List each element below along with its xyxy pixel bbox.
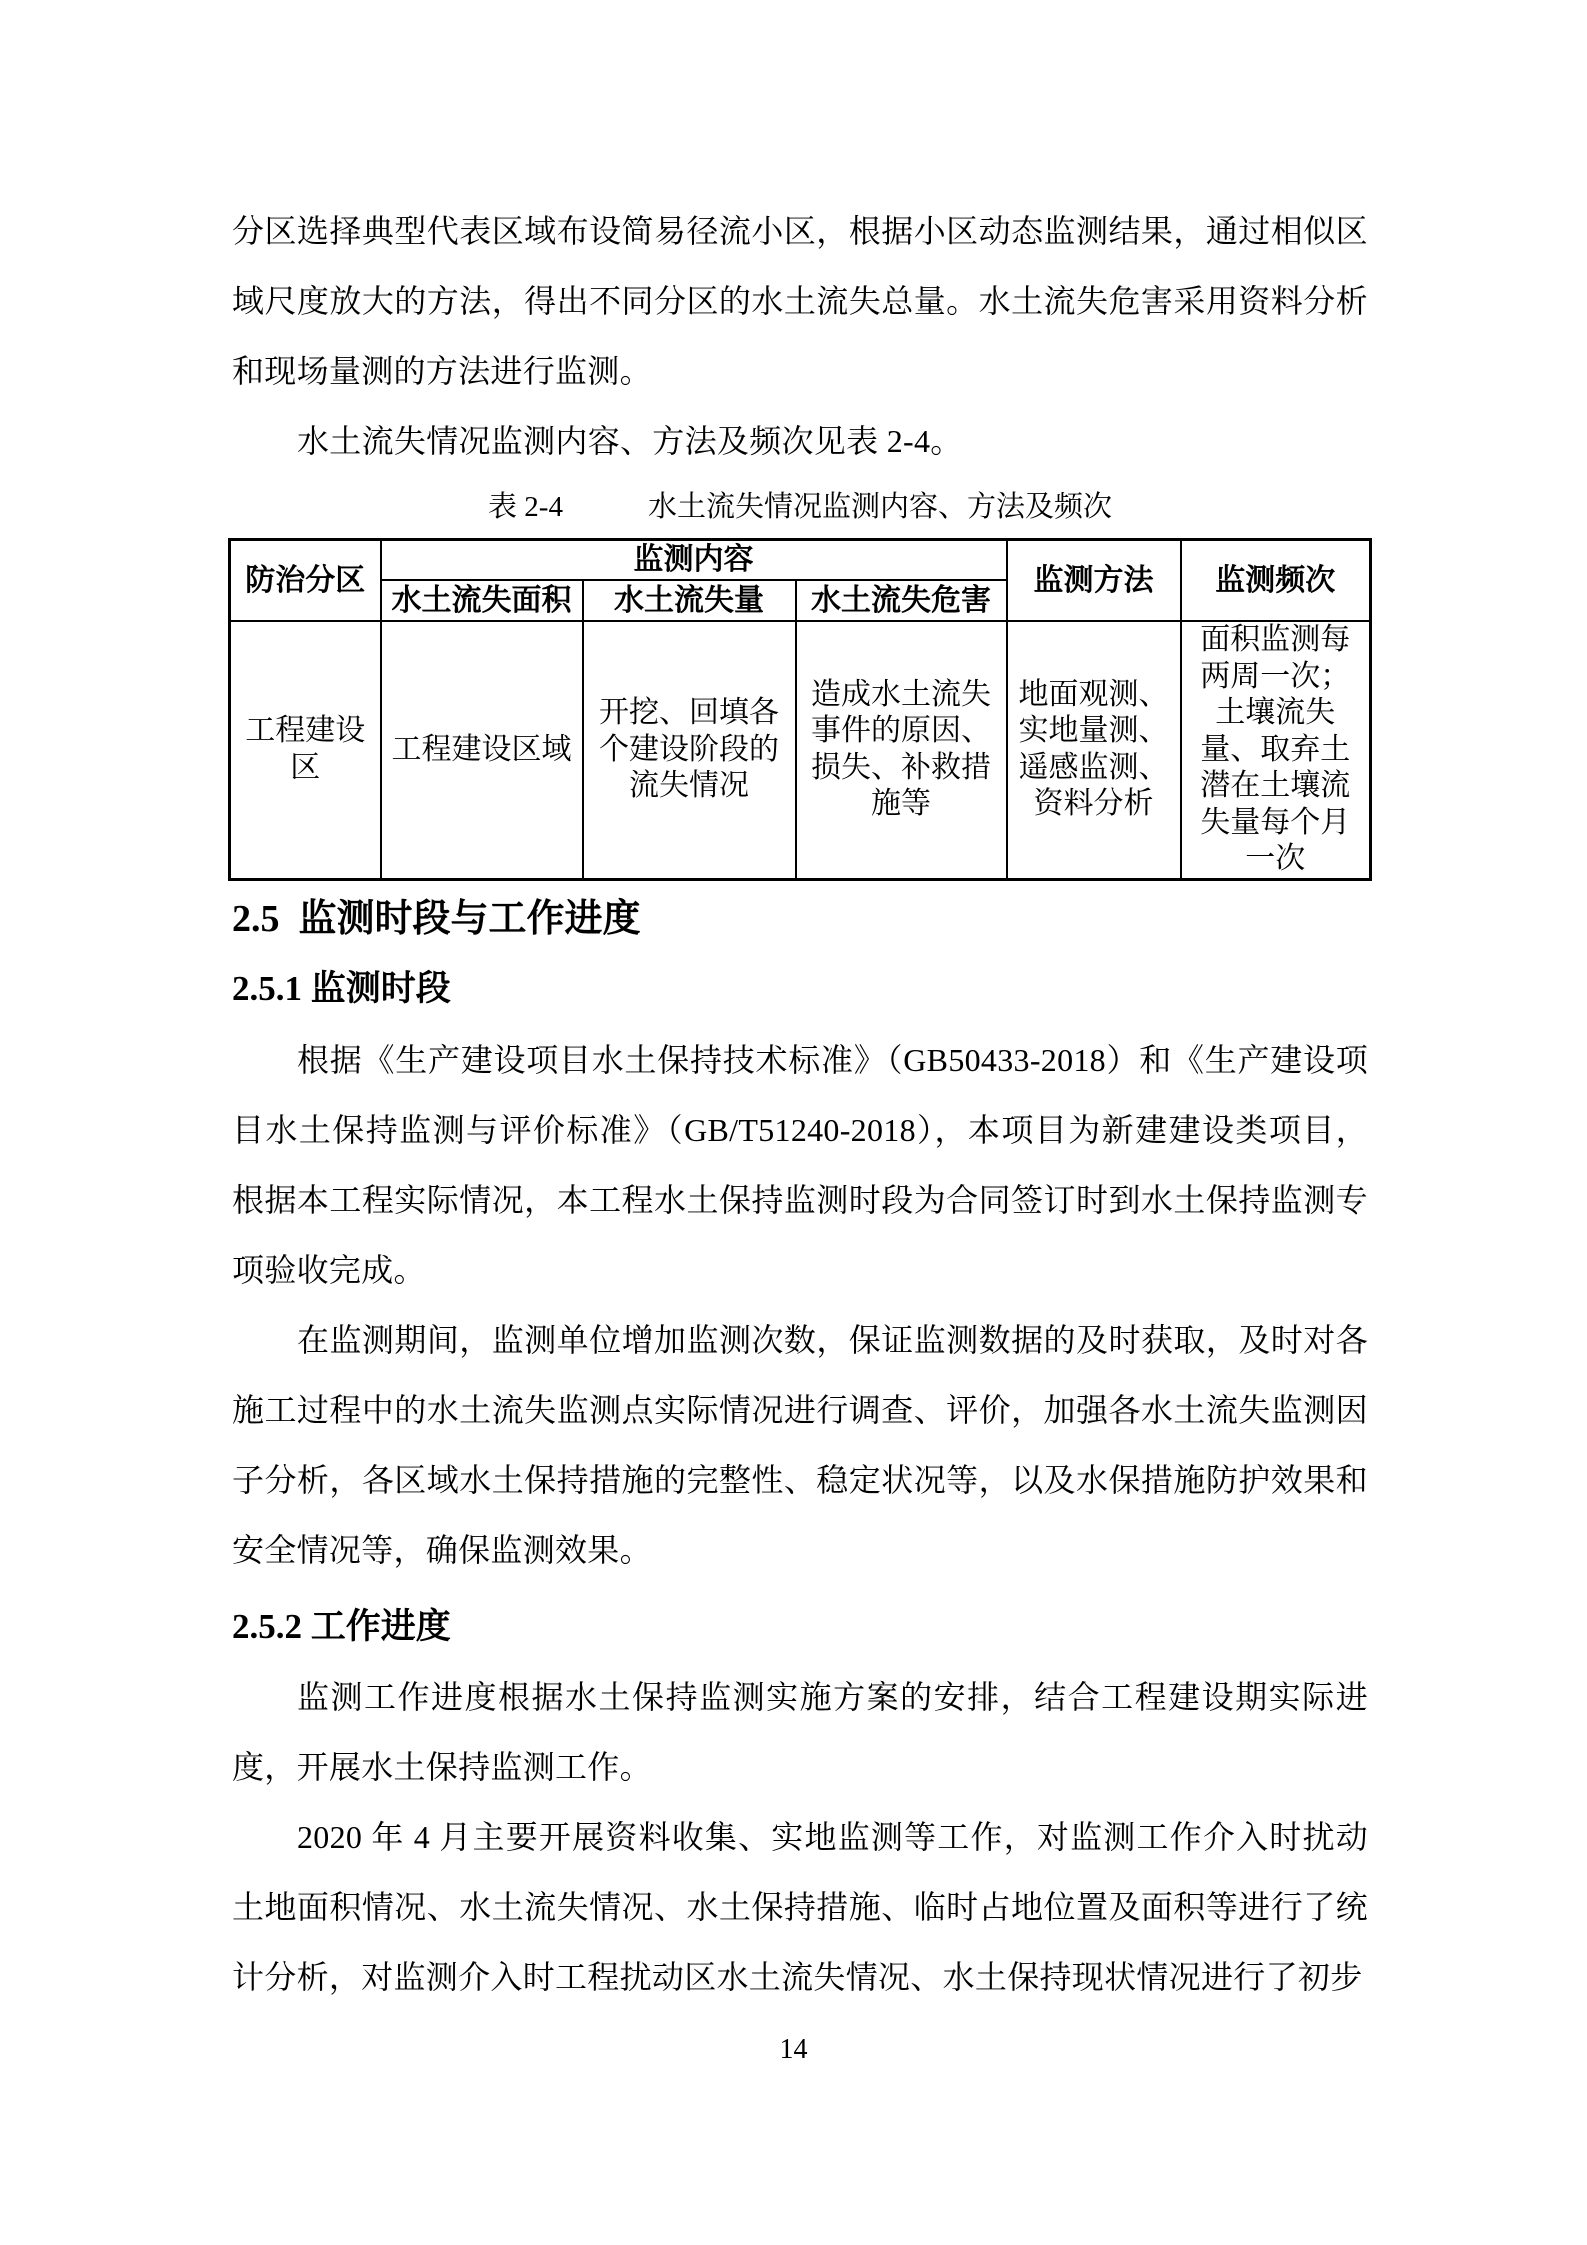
header-loss-amount: 水土流失量	[583, 580, 796, 621]
cell-loss-amount: 开挖、回填各个建设阶段的流失情况	[583, 621, 796, 879]
paragraph-monitoring-period-1: 根据《生产建设项目水土保持技术标准》（GB50433-2018）和《生产建设项目水土保持监测与评价标准》（GB/T51240-2018），本项目为新建建设类项目，根据本工程实际情况，本工程水土保持监测时段为合同签订时到水土保持监测专项验收完成。	[232, 1041, 1368, 1288]
section-heading-2-5: 2.5 监测时段与工作进度	[232, 897, 641, 940]
table-row	[230, 621, 1371, 879]
header-method: 监测方法	[1007, 540, 1181, 622]
section-heading-2-5-2: 2.5.2 工作进度	[232, 1606, 451, 1646]
paragraph-work-progress-2: 2020 年 4 月主要开展资料收集、实地监测等工作，对监测工作介入时扰动土地面积情况、水土流失情况、水土保持措施、临时占地位置及面积等进行了统计分析，对监测介入时工程扰动区水土流失情况、水土保持现状情况进行了初步	[232, 1818, 1368, 1995]
paragraph-work-progress-1: 监测工作进度根据水土保持监测实施方案的安排，结合工程建设期实际进度，开展水土保持监测工作。	[232, 1678, 1368, 1785]
table-caption-label: 表 2-4	[488, 491, 563, 523]
table-caption	[232, 476, 1368, 538]
table-caption-title: 水土流失情况监测内容、方法及频次	[647, 491, 1112, 523]
table-header-row-1	[230, 540, 1371, 581]
header-zone: 防治分区	[230, 540, 381, 622]
cell-loss-area: 工程建设区域	[381, 621, 583, 879]
page-number: 14	[779, 2034, 808, 2065]
cell-frequency: 面积监测每两周一次；土壤流失量、取弃土潜在土壤流失量每个月一次	[1181, 621, 1371, 879]
paragraph-table-reference: 水土流失情况监测内容、方法及频次见表 2-4。	[297, 423, 963, 459]
header-frequency: 监测频次	[1181, 540, 1371, 622]
monitoring-table	[228, 538, 1372, 881]
section-heading-2-5-1: 2.5.1 监测时段	[232, 968, 451, 1008]
header-content-group: 监测内容	[381, 540, 1007, 581]
cell-zone: 工程建设区	[230, 621, 381, 879]
paragraph-intro-continuation: 分区选择典型代表区域布设简易径流小区，根据小区动态监测结果，通过相似区域尺度放大的方法，得出不同分区的水土流失总量。水土流失危害采用资料分析和现场量测的方法进行监测。	[232, 213, 1368, 389]
paragraph-monitoring-period-2: 在监测期间，监测单位增加监测次数，保证监测数据的及时获取，及时对各施工过程中的水土流失监测点实际情况进行调查、评价，加强各水土流失监测因子分析，各区域水土保持措施的完整性、稳定状况等，以及水保措施防护效果和安全情况等，确保监测效果。	[232, 1321, 1368, 1568]
cell-method: 地面观测、实地量测、遥感监测、资料分析	[1007, 621, 1181, 879]
cell-loss-hazard: 造成水土流失事件的原因、损失、补救措施等	[796, 621, 1007, 879]
header-loss-hazard: 水土流失危害	[796, 580, 1007, 621]
header-loss-area: 水土流失面积	[381, 580, 583, 621]
